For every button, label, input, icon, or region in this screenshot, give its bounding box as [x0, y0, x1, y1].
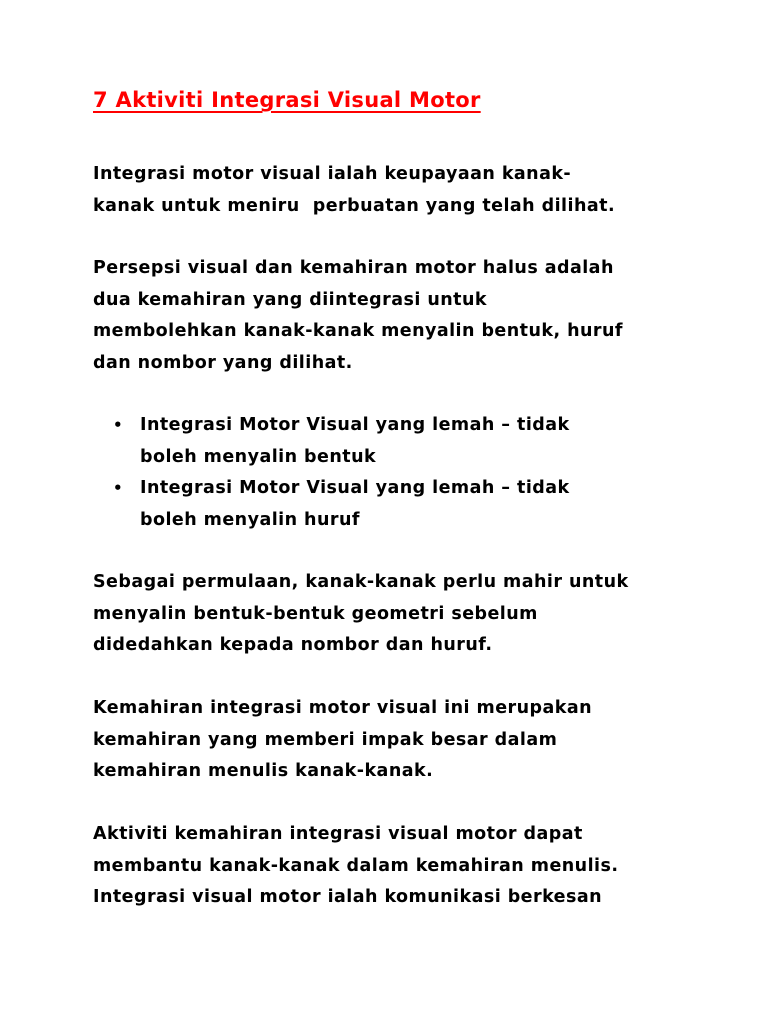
paragraph-line: membolehkan kanak-kanak menyalin bentuk, huruf	[93, 321, 623, 341]
paragraph-line: kemahiran menulis kanak-kanak.	[93, 761, 434, 781]
paragraph-definition	[93, 159, 693, 222]
paragraph-line: kemahiran yang memberi impak besar dalam	[93, 729, 558, 750]
document-title: 7 Aktiviti Integrasi Visual Motor	[93, 88, 481, 112]
bullet-line: Integrasi Motor Visual yang lemah – tidak	[140, 478, 570, 498]
bullet-line: Integrasi Motor Visual yang lemah – tidak	[140, 415, 570, 435]
bullet-icon: •	[113, 416, 124, 434]
paragraph-activity	[93, 819, 693, 914]
paragraph-line: membantu kanak-kanak dalam kemahiran menulis.	[93, 855, 619, 876]
bullet-line: boleh menyalin huruf	[140, 509, 360, 530]
paragraph-line: Integrasi motor visual ialah keupayaan kanak-	[93, 164, 572, 184]
paragraph-line: Integrasi visual motor ialah komunikasi berkesan	[93, 887, 603, 907]
bullet-list	[93, 410, 653, 536]
paragraph-perception	[93, 253, 693, 379]
paragraph-line: dan nombor yang dilihat.	[93, 352, 353, 373]
paragraph-line: kanak untuk meniru perbuatan yang telah dilihat.	[93, 195, 616, 216]
paragraph-line: menyalin bentuk-bentuk geometri sebelum	[93, 603, 538, 624]
bullet-item	[93, 410, 653, 473]
bullet-item	[93, 473, 653, 536]
paragraph-line: didedahkan kepada nombor dan huruf.	[93, 635, 493, 655]
paragraph-line: Persepsi visual dan kemahiran motor halus adalah	[93, 258, 614, 278]
bullet-line: boleh menyalin bentuk	[140, 446, 377, 467]
paragraph-line: Aktiviti kemahiran integrasi visual motor dapat	[93, 824, 583, 844]
bullet-icon: •	[113, 479, 124, 497]
paragraph-line: Kemahiran integrasi motor visual ini merupakan	[93, 698, 593, 718]
paragraph-line: Sebagai permulaan, kanak-kanak perlu mahir untuk	[93, 572, 629, 592]
paragraph-skill	[93, 693, 693, 788]
paragraph-line: dua kemahiran yang diintegrasi untuk	[93, 289, 487, 310]
paragraph-beginning	[93, 567, 693, 662]
